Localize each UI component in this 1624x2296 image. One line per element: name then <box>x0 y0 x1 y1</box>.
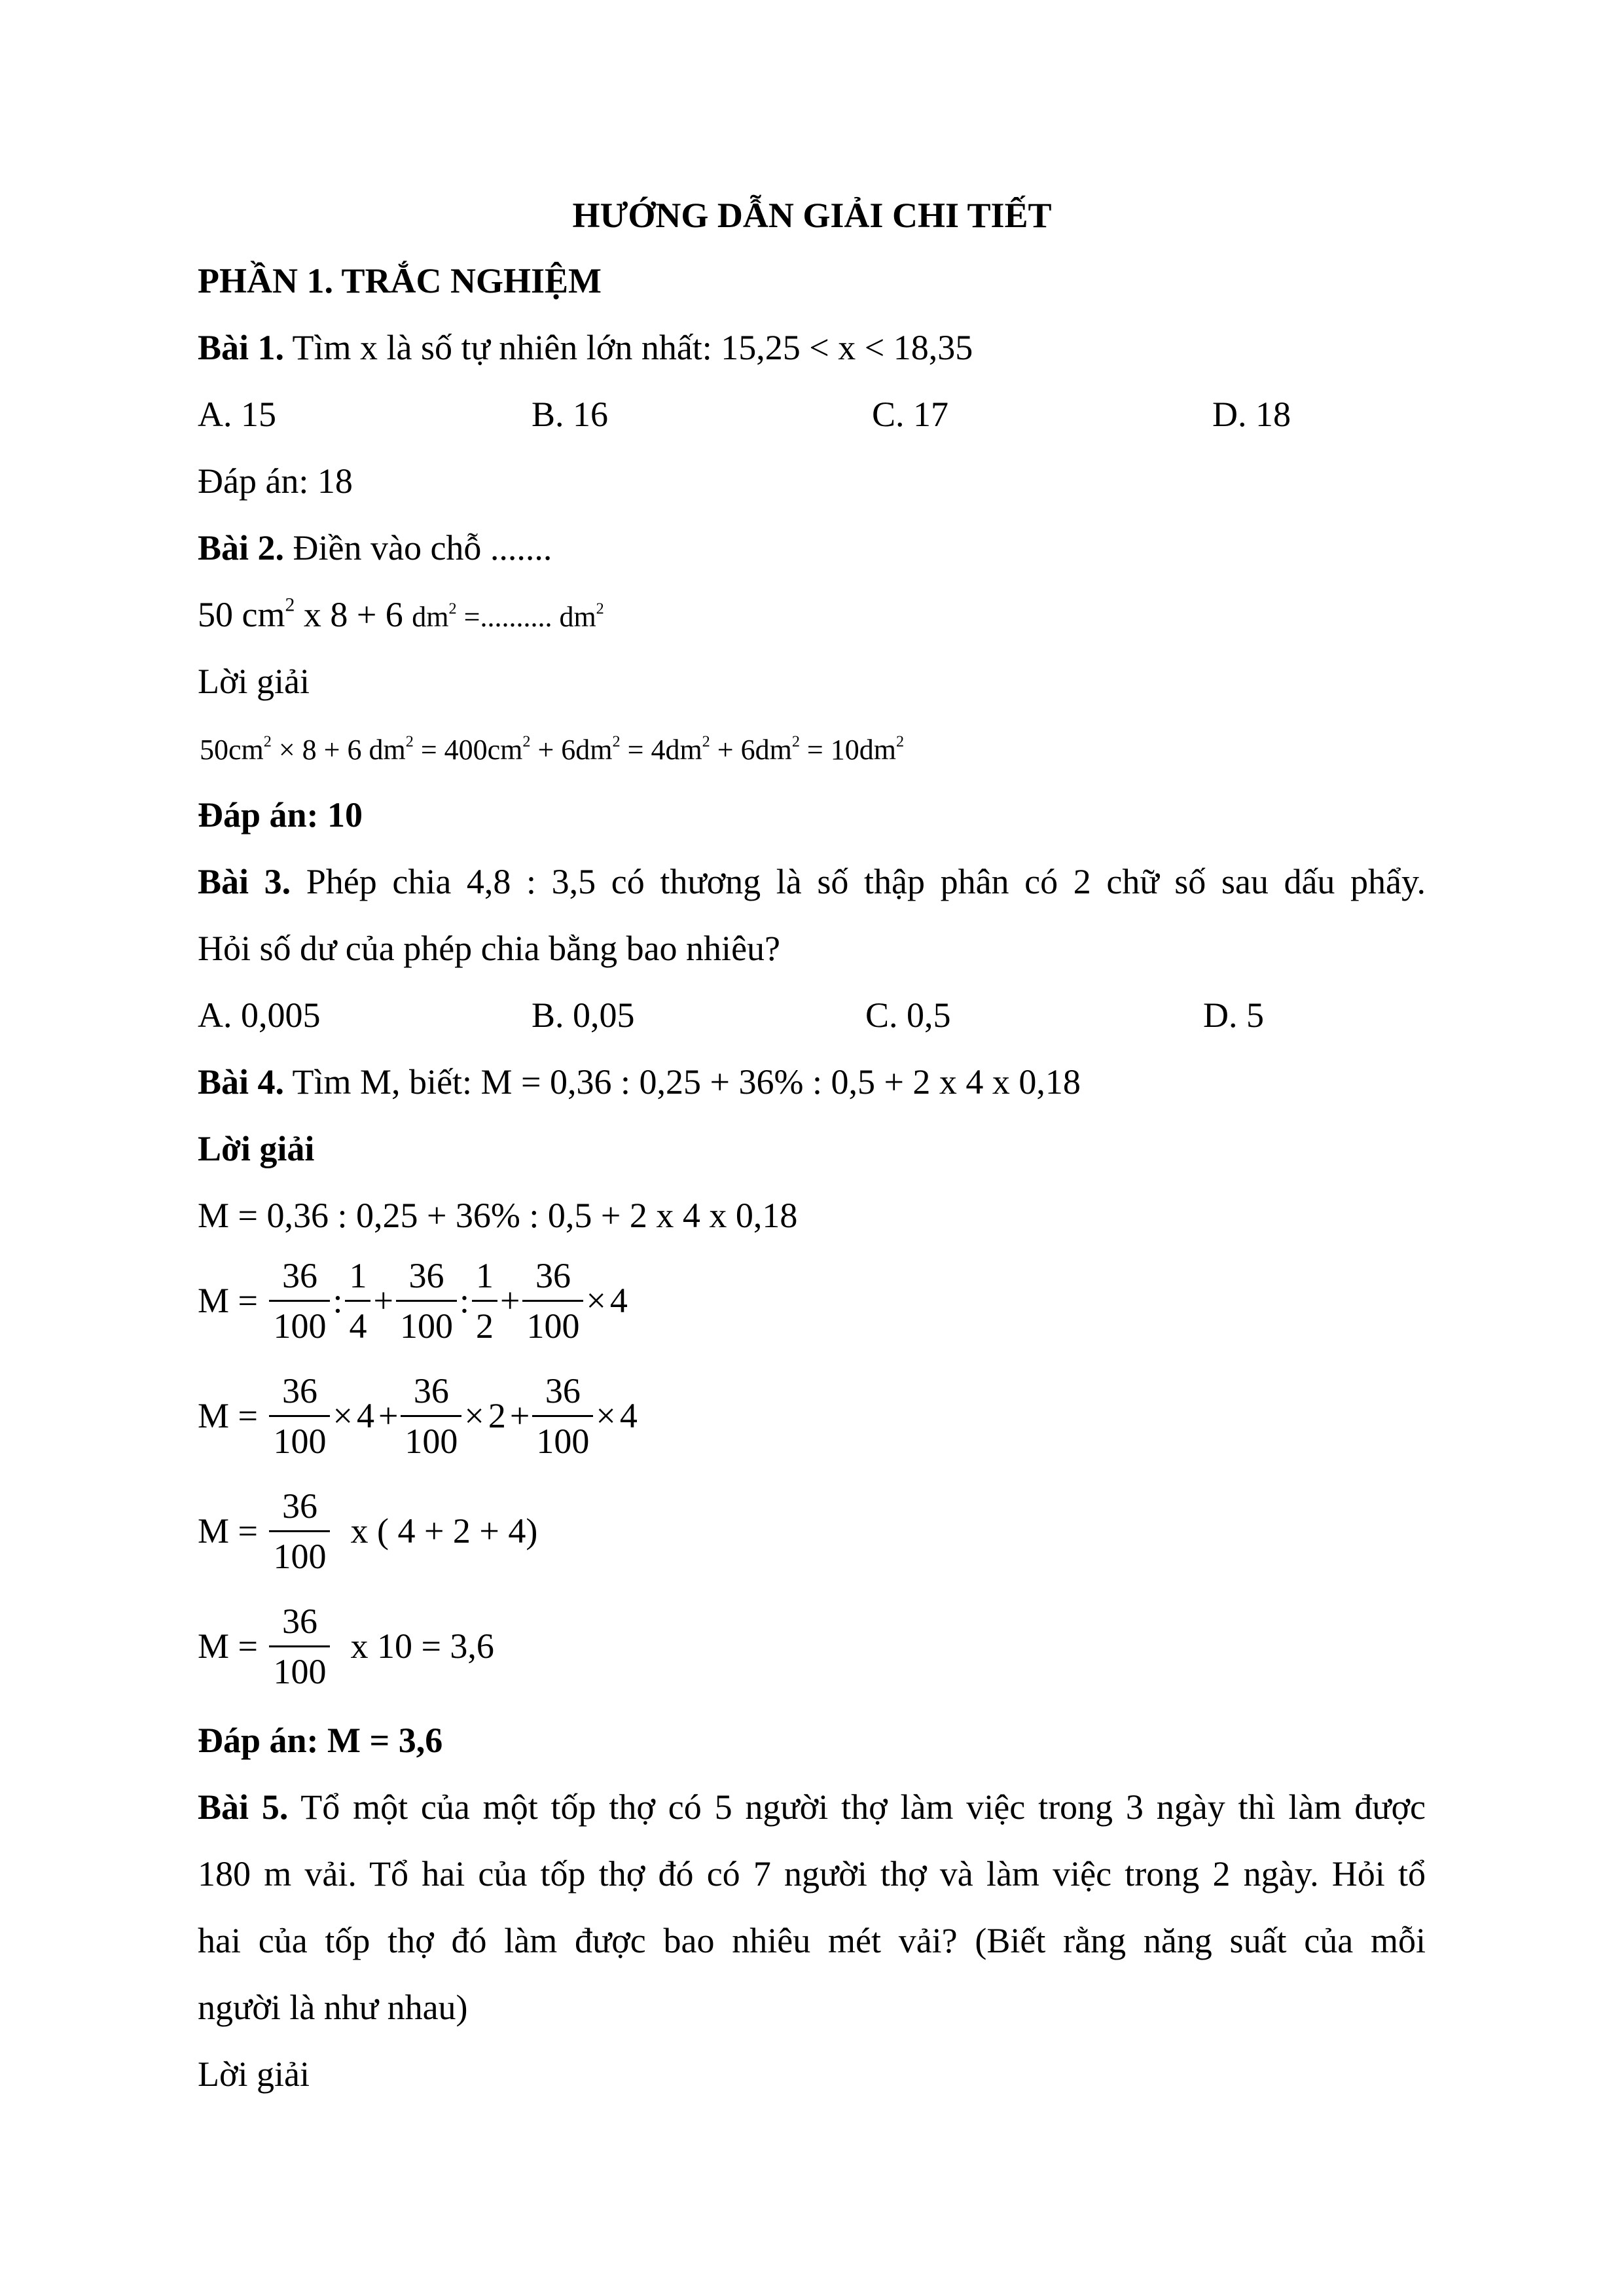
question-5-line-4: người là như nhau) <box>198 1988 468 2027</box>
factor: 2 <box>488 1395 506 1435</box>
fraction <box>269 1601 330 1692</box>
question-1-answer: Đáp án: 18 <box>198 461 353 501</box>
question-4 <box>198 1063 1081 1102</box>
option-d: D. 5 <box>1203 996 1264 1035</box>
option-b: B. 16 <box>532 395 609 434</box>
question-4-step-1 <box>198 1255 632 1346</box>
question-5-line-2: 180 m vải. Tổ hai của tốp thợ đó có 7 người thợ và làm việc trong 2 ngày. Hỏi tổ <box>198 1854 1426 1893</box>
question-2-label: Bài 2. <box>198 528 285 567</box>
sol-part: + 6dm <box>530 734 613 766</box>
fraction <box>269 1486 330 1577</box>
exponent: 2 <box>791 732 800 751</box>
sol-part: + 6dm <box>710 734 792 766</box>
question-4-step-2 <box>198 1371 641 1462</box>
question-4-step-0: M = 0,36 : 0,25 + 36% : 0,5 + 2 x 4 x 0,18 <box>198 1196 798 1235</box>
expr-part: x 8 + 6 <box>295 595 412 634</box>
times-sign: × <box>596 1395 616 1435</box>
factor: 4 <box>609 1280 628 1320</box>
question-4-text: Tìm M, biết: M = 0,36 : 0,25 + 36% : 0,5 + 2 x 4 x 0,18 <box>284 1062 1081 1102</box>
sol-part: 50cm <box>200 734 264 766</box>
denominator: 100 <box>405 1422 458 1462</box>
question-4-label: Bài 4. <box>198 1062 285 1102</box>
fraction <box>401 1371 461 1462</box>
numerator: 36 <box>522 1255 583 1302</box>
expr-part: =.......... dm <box>456 601 596 633</box>
numerator: 1 <box>345 1255 370 1302</box>
sol-part: × 8 + 6 dm <box>271 734 406 766</box>
question-1-text: Tìm x là số tự nhiên lớn nhất: 15,25 < x < 18,35 <box>284 328 973 367</box>
denominator: 100 <box>273 1422 327 1462</box>
numerator: 36 <box>532 1371 593 1417</box>
m-equals: M = <box>198 1395 267 1435</box>
option-d: D. 18 <box>1212 395 1291 434</box>
question-4-step-4 <box>198 1601 494 1692</box>
divide-sign: : <box>333 1280 343 1320</box>
option-c: C. 0,5 <box>865 996 951 1035</box>
expr-part: dm <box>412 601 449 633</box>
factor: 4 <box>356 1395 374 1435</box>
page-title: HƯỚNG DẪN GIẢI CHI TIẾT <box>572 196 1052 235</box>
question-5-line-3: hai của tốp thợ đó làm được bao nhiêu mét vải? (Biết rằng năng suất của mỗi <box>198 1921 1426 1960</box>
plus-sign: + <box>378 1395 399 1435</box>
exponent: 2 <box>895 732 905 751</box>
question-1-label: Bài 1. <box>198 328 285 367</box>
question-2-solution-label: Lời giải <box>198 662 310 701</box>
exponent: 2 <box>702 732 710 751</box>
numerator: 36 <box>269 1486 330 1532</box>
question-4-step-3 <box>198 1486 537 1577</box>
question-3-label: Bài 3. <box>198 862 291 901</box>
section-heading: PHẦN 1. TRẮC NGHIỆM <box>198 261 602 300</box>
question-2-answer: Đáp án: 10 <box>198 795 363 834</box>
sol-part: = 400cm <box>413 734 523 766</box>
sol-part: = 4dm <box>620 734 702 766</box>
denominator: 100 <box>273 1652 327 1692</box>
denominator: 2 <box>475 1306 494 1346</box>
m-equals: M = <box>198 1511 267 1551</box>
question-3-line-2: Hỏi số dư của phép chia bằng bao nhiêu? <box>198 929 780 968</box>
sol-part: = 10dm <box>799 734 896 766</box>
numerator: 36 <box>269 1601 330 1647</box>
fraction <box>532 1371 593 1462</box>
option-c: C. 17 <box>872 395 949 434</box>
m-equals: M = <box>198 1626 267 1666</box>
question-5-label: Bài 5. <box>198 1787 289 1827</box>
denominator: 100 <box>273 1537 327 1577</box>
question-5-line-1 <box>198 1788 1426 1827</box>
numerator: 1 <box>472 1255 497 1302</box>
question-4-solution-label: Lời giải <box>198 1129 315 1168</box>
fraction <box>269 1371 330 1462</box>
option-a: A. 0,005 <box>198 996 321 1035</box>
numerator: 36 <box>269 1255 330 1302</box>
times-sign: × <box>586 1280 606 1320</box>
question-2-expression <box>198 596 604 634</box>
factor: 4 <box>619 1395 638 1435</box>
question-2-text: Điền vào chỗ ....... <box>284 528 552 567</box>
exponent: 2 <box>285 594 295 616</box>
exponent: 2 <box>405 732 414 751</box>
divide-sign: : <box>459 1280 469 1320</box>
denominator: 4 <box>349 1306 367 1346</box>
m-equals: M = <box>198 1280 267 1320</box>
fraction <box>522 1255 583 1346</box>
numerator: 36 <box>269 1371 330 1417</box>
exponent: 2 <box>522 732 531 751</box>
exponent: 2 <box>448 600 457 618</box>
plus-sign: + <box>499 1280 520 1320</box>
denominator: 100 <box>526 1306 580 1346</box>
question-3-line-1 <box>198 863 1426 901</box>
question-5-text: Tổ một của một tốp thợ có 5 người thợ làm việc trong 3 ngày thì làm được <box>288 1787 1426 1827</box>
fraction <box>472 1255 497 1346</box>
times-sign: × <box>333 1395 353 1435</box>
fraction <box>396 1255 457 1346</box>
question-3-text: Phép chia 4,8 : 3,5 có thương là số thập phân có 2 chữ số sau dấu phẩy. <box>291 862 1426 901</box>
question-2-solution <box>200 734 904 766</box>
exponent: 2 <box>612 732 621 751</box>
step-tail: x 10 = 3,6 <box>333 1626 494 1666</box>
question-2 <box>198 529 552 567</box>
option-a: A. 15 <box>198 395 276 434</box>
plus-sign: + <box>509 1395 530 1435</box>
denominator: 100 <box>399 1306 453 1346</box>
exponent: 2 <box>596 600 604 618</box>
question-4-answer: Đáp án: M = 3,6 <box>198 1721 443 1760</box>
question-1 <box>198 329 973 367</box>
exponent: 2 <box>263 732 272 751</box>
numerator: 36 <box>396 1255 457 1302</box>
question-5-solution-label: Lời giải <box>198 2054 310 2094</box>
option-b: B. 0,05 <box>532 996 635 1035</box>
step-tail: x ( 4 + 2 + 4) <box>333 1511 538 1551</box>
times-sign: × <box>464 1395 484 1435</box>
expr-part: 50 cm <box>198 595 285 634</box>
fraction <box>345 1255 370 1346</box>
plus-sign: + <box>373 1280 393 1320</box>
denominator: 100 <box>273 1306 327 1346</box>
denominator: 100 <box>536 1422 590 1462</box>
numerator: 36 <box>401 1371 461 1417</box>
fraction <box>269 1255 330 1346</box>
